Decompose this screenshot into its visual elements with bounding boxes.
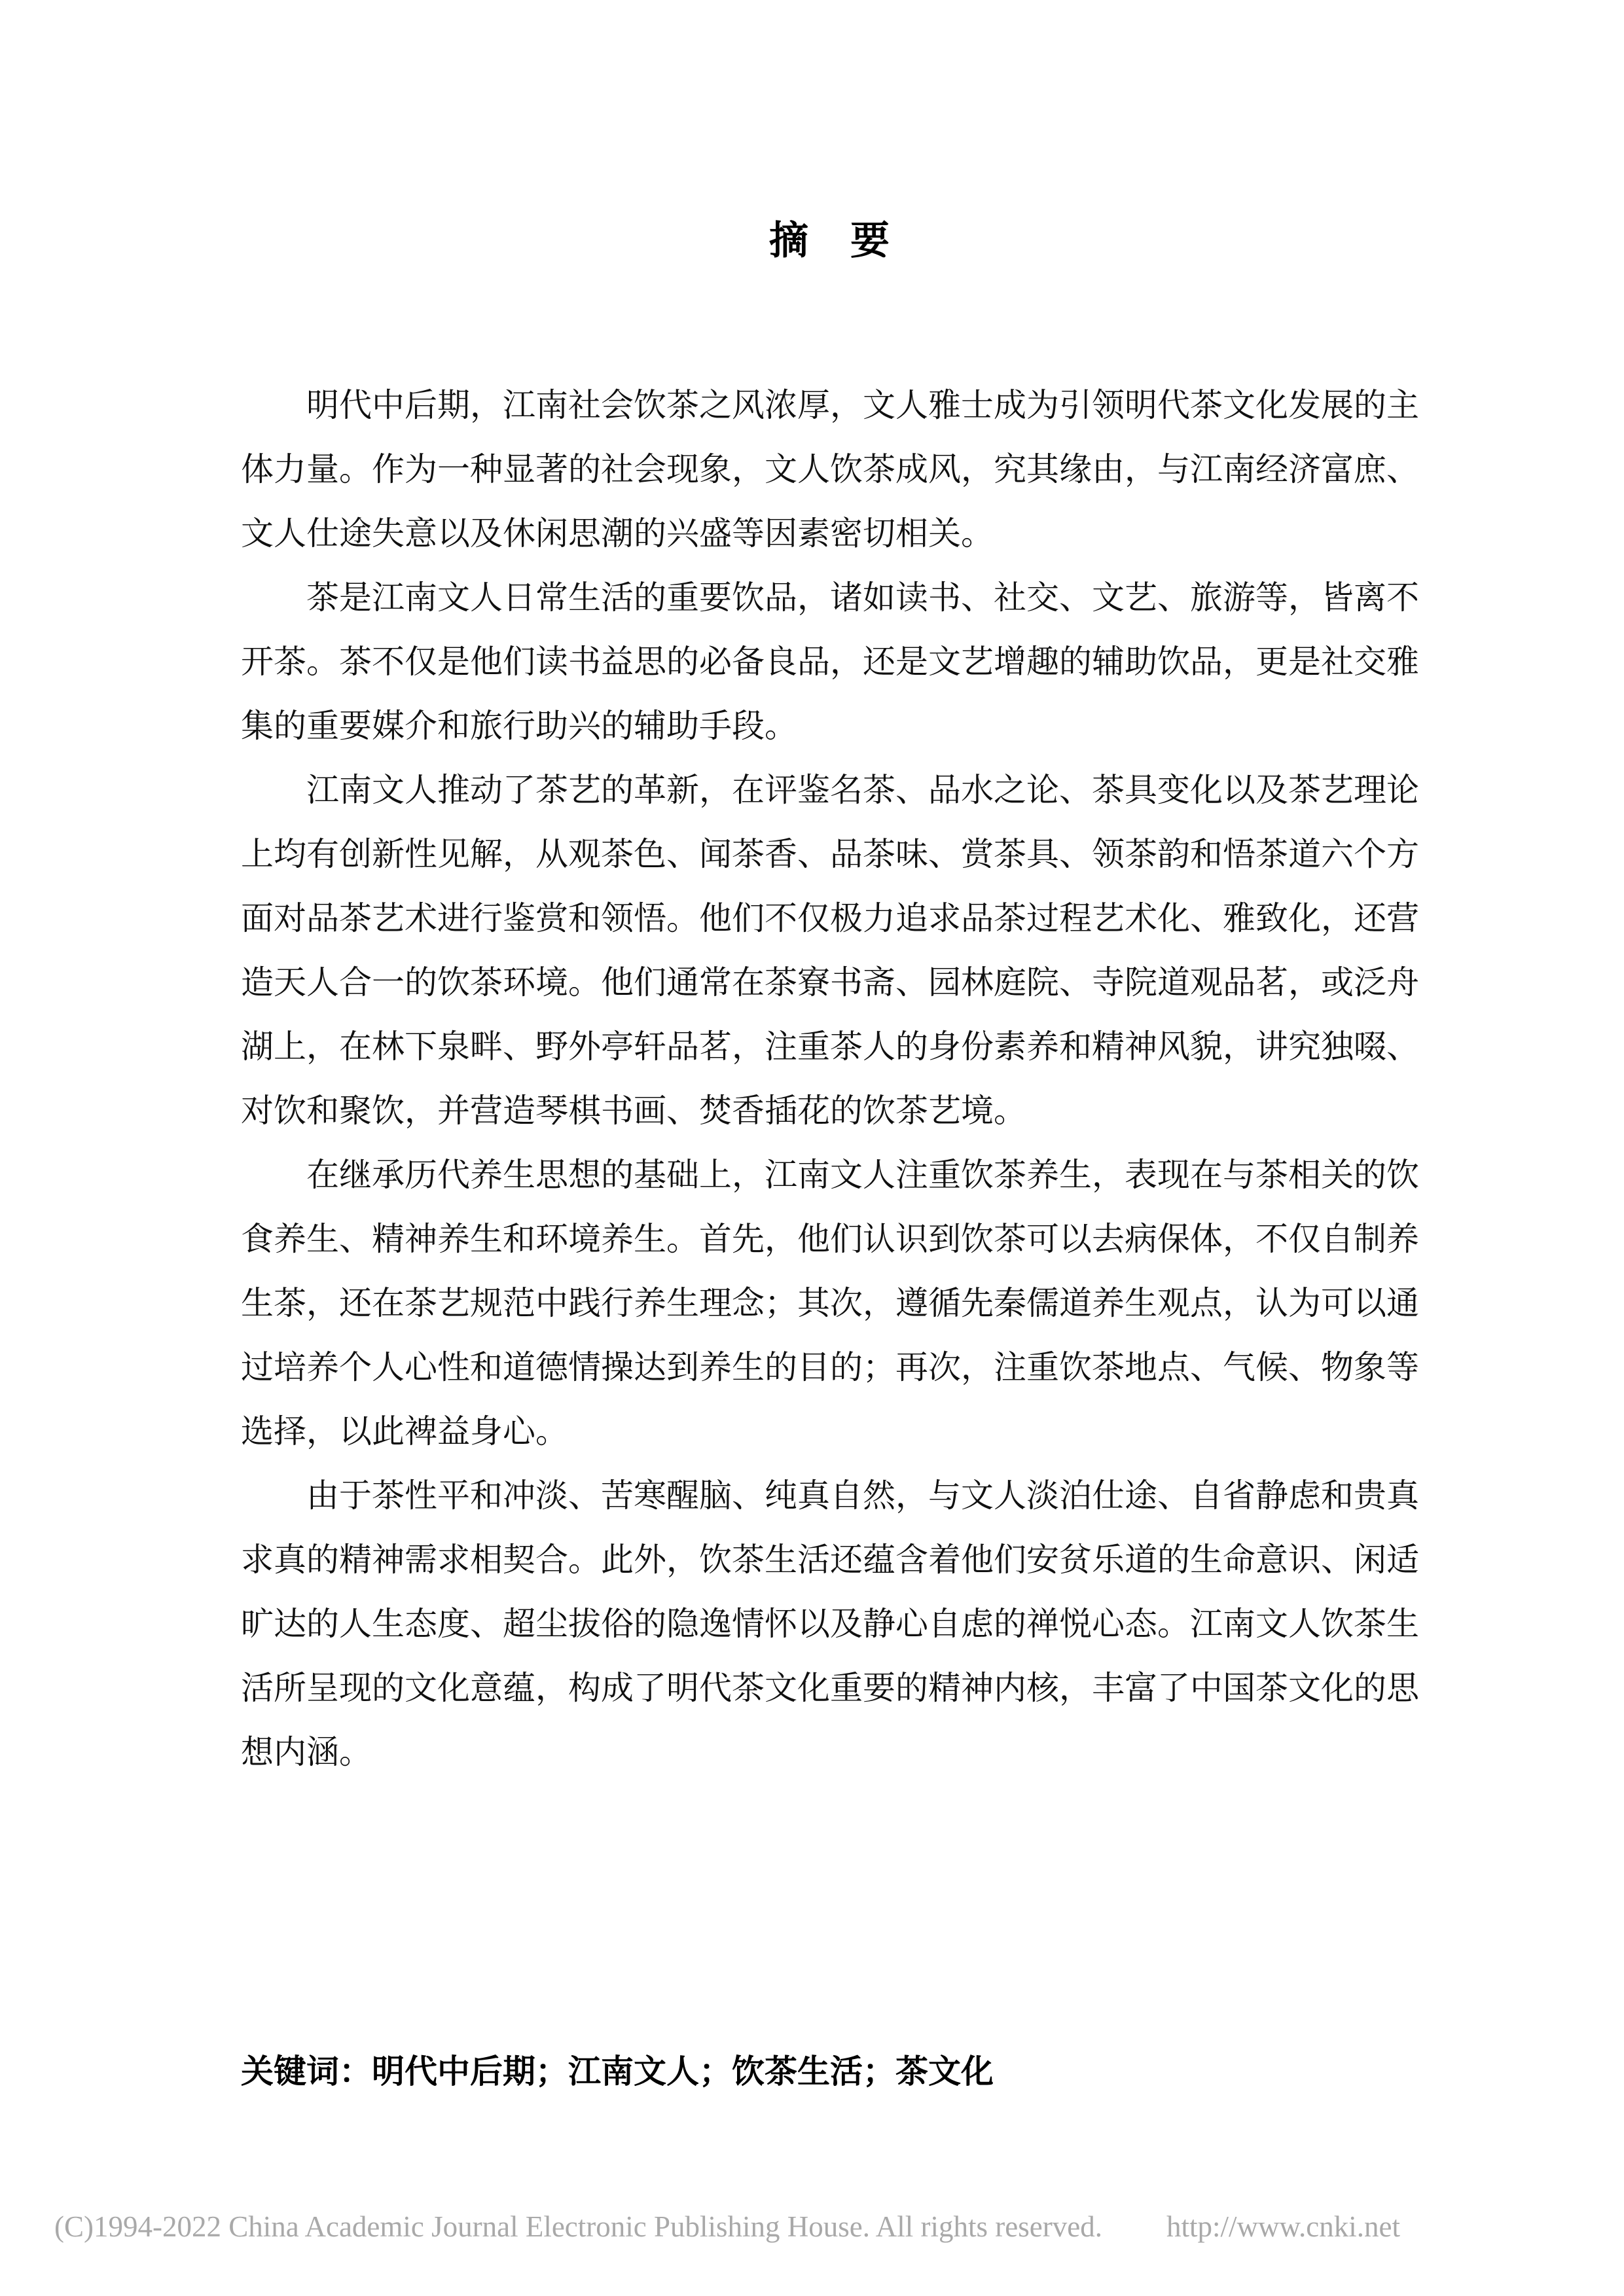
abstract-line: 明代中后期，江南社会饮茶之风浓厚，文人雅士成为引领明代茶文化发展的主: [306, 387, 1419, 423]
keywords-line: 关键词：明代中后期；江南文人；饮茶生活；茶文化: [241, 2053, 994, 2090]
abstract-line: 选择，以此裨益身心。: [241, 1413, 568, 1450]
abstract-line: 旷达的人生态度、超尘拔俗的隐逸情怀以及静心自虑的禅悦心态。江南文人饮茶生: [241, 1605, 1419, 1642]
abstract-line: 食养生、精神养生和环境养生。首先，他们认识到饮茶可以去病保体，不仅自制养: [241, 1221, 1419, 1257]
abstract-paragraph: [241, 1143, 1419, 1463]
abstract-line: 由于茶性平和冲淡、苦寒醒脑、纯真自然，与文人淡泊仕途、自省静虑和贵真: [306, 1477, 1419, 1514]
abstract-line: 活所呈现的文化意蕴，构成了明代茶文化重要的精神内核，丰富了中国茶文化的思: [241, 1670, 1419, 1706]
abstract-line: 体力量。作为一种显著的社会现象，文人饮茶成风，究其缘由，与江南经济富庶、: [241, 451, 1419, 488]
abstract-line: 集的重要媒介和旅行助兴的辅助手段。: [241, 708, 797, 744]
cnki-url: http://www.cnki.net: [1166, 2210, 1400, 2243]
abstract-line: 过培养个人心性和道德情操达到养生的目的；再次，注重饮茶地点、气候、物象等: [241, 1349, 1419, 1386]
abstract-paragraph: [241, 565, 1419, 758]
abstract-line: 造天人合一的饮茶环境。他们通常在茶寮书斋、园林庭院、寺院道观品茗，或泛舟: [241, 964, 1419, 1001]
abstract-line: 求真的精神需求相契合。此外，饮茶生活还蕴含着他们安贫乐道的生命意识、闲适: [241, 1541, 1419, 1578]
abstract-line: 文人仕途失意以及休闲思潮的兴盛等因素密切相关。: [241, 515, 994, 552]
abstract-paragraph: [241, 1463, 1419, 1784]
abstract-line: 江南文人推动了茶艺的革新，在评鉴名茶、品水之论、茶具变化以及茶艺理论: [306, 772, 1419, 808]
page-footer: [54, 2208, 1429, 2245]
abstract-body: [241, 373, 1419, 1784]
abstract-line: 上均有创新性见解，从观茶色、闻茶香、品茶味、赏茶具、领茶韵和悟茶道六个方: [241, 836, 1419, 872]
abstract-line: 生茶，还在茶艺规范中践行养生理念；其次，遵循先秦儒道养生观点，认为可以通: [241, 1285, 1419, 1321]
abstract-line: 对饮和聚饮，并营造琴棋书画、焚香插花的饮茶艺境。: [241, 1092, 1026, 1129]
abstract-line: 茶是江南文人日常生活的重要饮品，诸如读书、社交、文艺、旅游等，皆离不: [306, 579, 1419, 616]
page-title: 摘 要: [769, 219, 891, 262]
copyright-notice: (C)1994-2022 China Academic Journal Electronic Publishing House. All rights reserved.: [54, 2210, 1102, 2243]
abstract-line: 开茶。茶不仅是他们读书益思的必备良品，还是文艺增趣的辅助饮品，更是社交雅: [241, 643, 1419, 680]
abstract-line: 想内涵。: [241, 1734, 372, 1770]
abstract-line: 面对品茶艺术进行鉴赏和领悟。他们不仅极力追求品茶过程艺术化、雅致化，还营: [241, 900, 1419, 937]
abstract-line: 湖上，在林下泉畔、野外亭轩品茗，注重茶人的身份素养和精神风貌，讲究独啜、: [241, 1028, 1419, 1065]
abstract-paragraph: [241, 758, 1419, 1143]
abstract-line: 在继承历代养生思想的基础上，江南文人注重饮茶养生，表现在与茶相关的饮: [306, 1157, 1419, 1193]
abstract-paragraph: [241, 373, 1419, 565]
